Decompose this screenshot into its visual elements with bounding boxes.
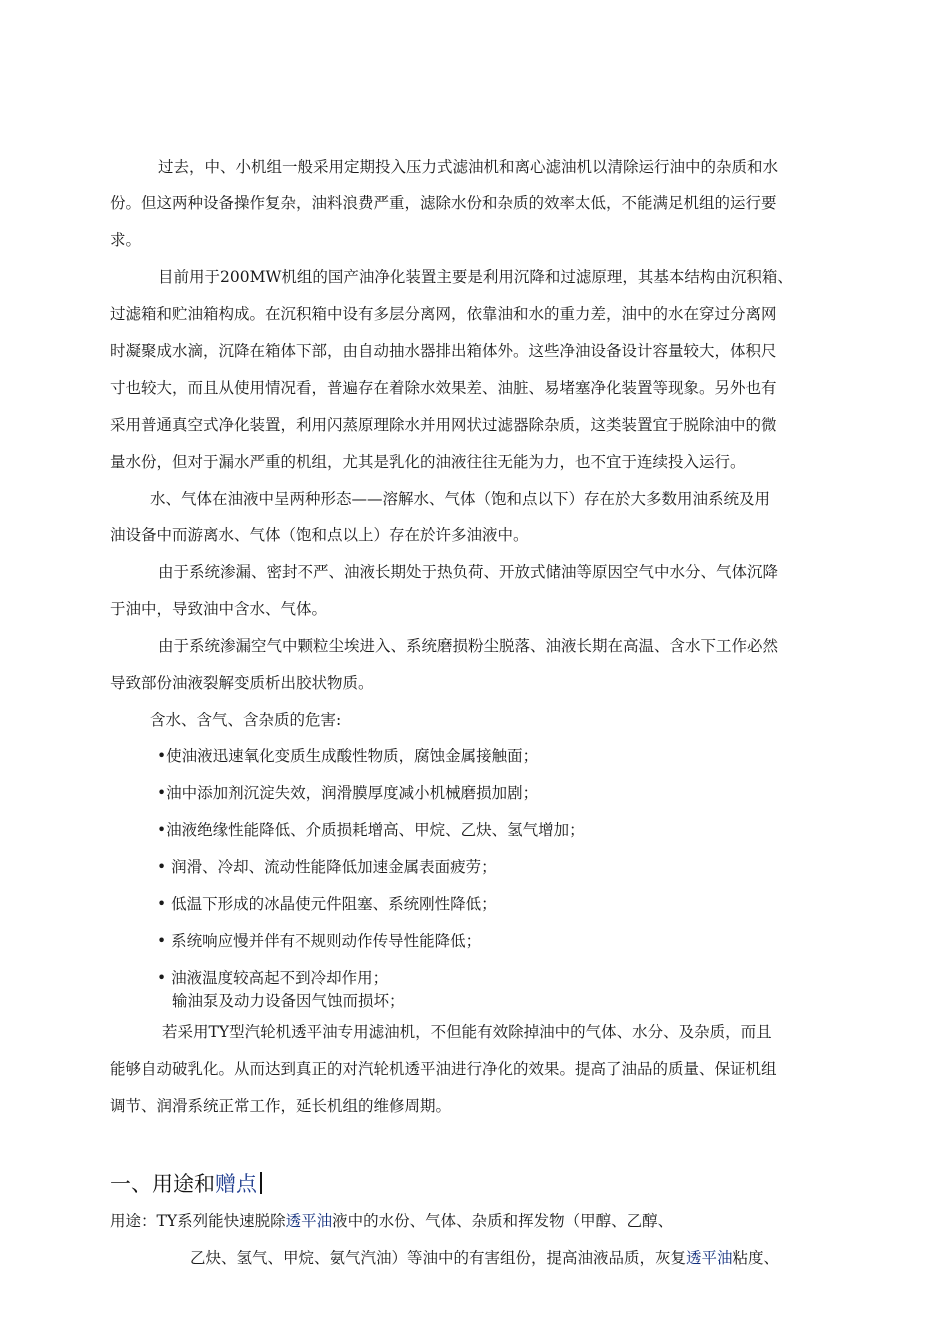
list-item: 输油泵及动力设备因气蚀而损坏； [172,992,405,1010]
paragraph-line: 采用普通真空式净化装置，利用闪蒸原理除水并用网状过滤器除杂质，这类装置宜于脱除油中的微 [110,416,777,434]
paragraph-line: 于油中，导致油中含水、气体。 [110,600,328,618]
paragraph-line: 由于系统渗漏、密封不严、油液长期处于热负荷、开放式储油等原因空气中水分、气体沉降 [158,563,779,581]
list-item: • 低温下形成的冰晶使元件阻塞、系统刚性降低； [157,895,497,913]
paragraph-line: 若采用TY型汽轮机透平油专用滤油机，不但能有效除掉油中的气体、水分、及杂质，而且 [162,1023,772,1041]
list-item: • 润滑、冷却、流动性能降低加速金属表面疲劳； [157,858,497,876]
paragraph-line: 时凝聚成水滴，沉降在箱体下部，由自动抽水器排出箱体外。这些净油设备设计容量较大，体积尺 [110,342,777,360]
usage-link-text: 透平油 [686,1249,733,1267]
section-heading-highlight: 赠点 [215,1172,257,1196]
section-heading [110,1170,262,1198]
paragraph-line: 份。但这两种设备操作复杂，油料浪费严重，滤除水份和杂质的效率太低，不能满足机组的运行要 [110,194,777,212]
paragraph-line: 量水份，但对于漏水严重的机组，尤其是乳化的油液往往无能为力，也不宜于连续投入运行。 [110,453,746,471]
paragraph-line: 油设备中而游离水、气体（饱和点以上）存在於许多油液中。 [110,526,529,544]
list-heading: 含水、含气、含杂质的危害: [150,711,342,729]
paragraph-line: 过滤箱和贮油箱构成。在沉积箱中设有多层分离网，依靠油和水的重力差，油中的水在穿过分离网 [110,305,777,323]
paragraph-line: 目前用于200MW机组的国产油净化装置主要是利用沉降和过滤原理，其基本结构由沉积箱、 [158,268,793,286]
section-heading-prefix: 一、用途和 [110,1172,215,1196]
paragraph-line: 调节、润滑系统正常工作，延长机组的维修周期。 [110,1097,452,1115]
usage-link-text: 透平油 [285,1212,333,1230]
usage-text: 用途：TY系列能快速脱除 [110,1212,286,1230]
list-item: •使油液迅速氧化变质生成酸性物质，腐蚀金属接触面； [157,747,539,765]
paragraph-line: 求。 [110,231,142,249]
usage-text: 粘度、 [732,1249,780,1267]
paragraph-line: 水、气体在油液中呈两种形态——溶解水、气体（饱和点以下）存在於大多数用油系统及用 [150,490,771,508]
list-item: • 油液温度较高起不到冷却作用； [157,969,389,987]
list-item: • 系统响应慢并伴有不规则动作传导性能降低； [157,932,482,950]
paragraph-line: 能够自动破乳化。从而达到真正的对汽轮机透平油进行净化的效果。提高了油品的质量、保证机组 [110,1060,777,1078]
usage-line-2 [190,1248,779,1268]
usage-line-1 [110,1211,673,1231]
usage-text: 乙炔、氢气、甲烷、氨气汽油）等油中的有害组份，提高油液品质，灰复 [190,1249,687,1267]
list-item: •油中添加剂沉淀失效，润滑膜厚度减小机械磨损加剧； [157,784,539,802]
paragraph-line: 寸也较大，而且从使用情况看，普遍存在着除水效果差、油脏、易堵塞净化装置等现象。另外也有 [110,379,777,397]
paragraph-line: 过去，中、小机组一般采用定期投入压力式滤油机和离心滤油机以清除运行油中的杂质和水 [158,158,779,176]
paragraph-line: 导致部份油液裂解变质析出胶状物质。 [110,674,374,692]
list-item: •油液绝缘性能降低、介质损耗增高、甲烷、乙炔、氢气增加； [157,821,585,839]
usage-text: 液中的水份、气体、杂质和挥发物（甲醇、乙醇、 [332,1212,674,1230]
paragraph-line: 由于系统渗漏空气中颗粒尘埃进入、系统磨损粉尘脱落、油液长期在高温、含水下工作必然 [158,637,779,655]
text-cursor [260,1172,262,1194]
